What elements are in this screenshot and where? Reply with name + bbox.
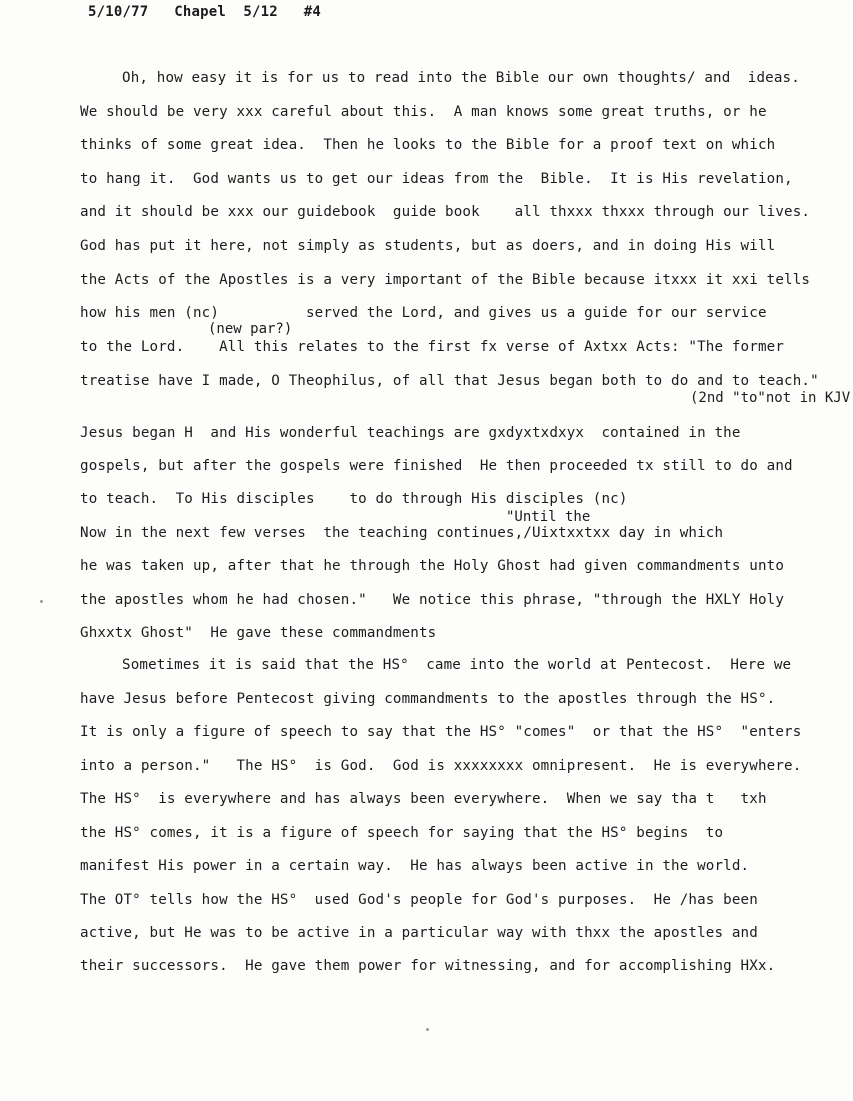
text-line-9: to the Lord. All this relates to the first fx verse of Axtxx Acts: "The former — [80, 339, 785, 355]
scan-speck — [40, 600, 43, 603]
text-line-6: God has put it here, not simply as students, but as doers, and in doing His will — [80, 238, 776, 254]
text-line-23: the HS° comes, it is a figure of speech for saying that the HS° begins to — [80, 825, 724, 841]
text-line-19: have Jesus before Pentecost giving commandments to the apostles through the HS°. — [80, 691, 776, 707]
margin-note-kjv: (2nd "to"not in KJV — [690, 390, 851, 406]
text-line-26: active, but He was to be active in a particular way with thxx the apostles and — [80, 925, 758, 941]
text-line-8: how his men (nc) served the Lord, and gives us a guide for our service — [80, 305, 767, 321]
text-line-2: We should be very xxx careful about this. A man knows some great truths, or he — [80, 104, 767, 120]
text-line-11: Jesus began H and His wonderful teachings are gxdyxtxdxyx contained in the — [80, 425, 741, 441]
text-line-12: gospels, but after the gospels were finished He then proceeded tx still to do and — [80, 458, 793, 474]
text-line-16: the apostles whom he had chosen." We notice this phrase, "through the HXLY Holy — [80, 592, 785, 608]
text-line-4: to hang it. God wants us to get our ideas from the Bible. It is His revelation, — [80, 171, 793, 187]
text-line-3: thinks of some great idea. Then he looks to the Bible for a proof text on which — [80, 137, 776, 153]
text-line-27: their successors. He gave them power for witnessing, and for accomplishing HXx. — [80, 958, 776, 974]
margin-note-until-the: "Until the — [506, 509, 591, 525]
text-line-18: Sometimes it is said that the HS° came into the world at Pentecost. Here we — [122, 657, 792, 673]
text-line-24: manifest His power in a certain way. He has always been active in the world. — [80, 858, 750, 874]
text-line-10: treatise have I made, O Theophilus, of all that Jesus began both to do and to teach." — [80, 373, 819, 389]
text-line-14: Now in the next few verses the teaching continues,/Uixtxxtxx day in which — [80, 525, 724, 541]
text-line-5: and it should be xxx our guidebook guide book all thxxx thxxx through our lives. — [80, 204, 811, 220]
page-header: 5/10/77 Chapel 5/12 #4 — [88, 4, 321, 20]
scan-speck — [426, 1028, 429, 1031]
text-line-21: into a person." The HS° is God. God is xxxxxxxx omnipresent. He is everywhere. — [80, 758, 802, 774]
text-line-15: he was taken up, after that he through the Holy Ghost had given commandments unto — [80, 558, 785, 574]
margin-note-new-par: (new par?) — [208, 321, 293, 337]
text-line-20: It is only a figure of speech to say that the HS° "comes" or that the HS° "enters — [80, 724, 802, 740]
text-line-7: the Acts of the Apostles is a very important of the Bible because itxxx it xxi tells — [80, 272, 811, 288]
text-line-13: to teach. To His disciples to do through His disciples (nc) — [80, 491, 628, 507]
text-line-1: Oh, how easy it is for us to read into the Bible our own thoughts/ and ideas. — [122, 70, 800, 86]
text-line-25: The OT° tells how the HS° used God's people for God's purposes. He /has been — [80, 892, 758, 908]
text-line-17: Ghxxtx Ghost" He gave these commandments — [80, 625, 437, 641]
text-line-22: The HS° is everywhere and has always been everywhere. When we say tha t txh — [80, 791, 767, 807]
